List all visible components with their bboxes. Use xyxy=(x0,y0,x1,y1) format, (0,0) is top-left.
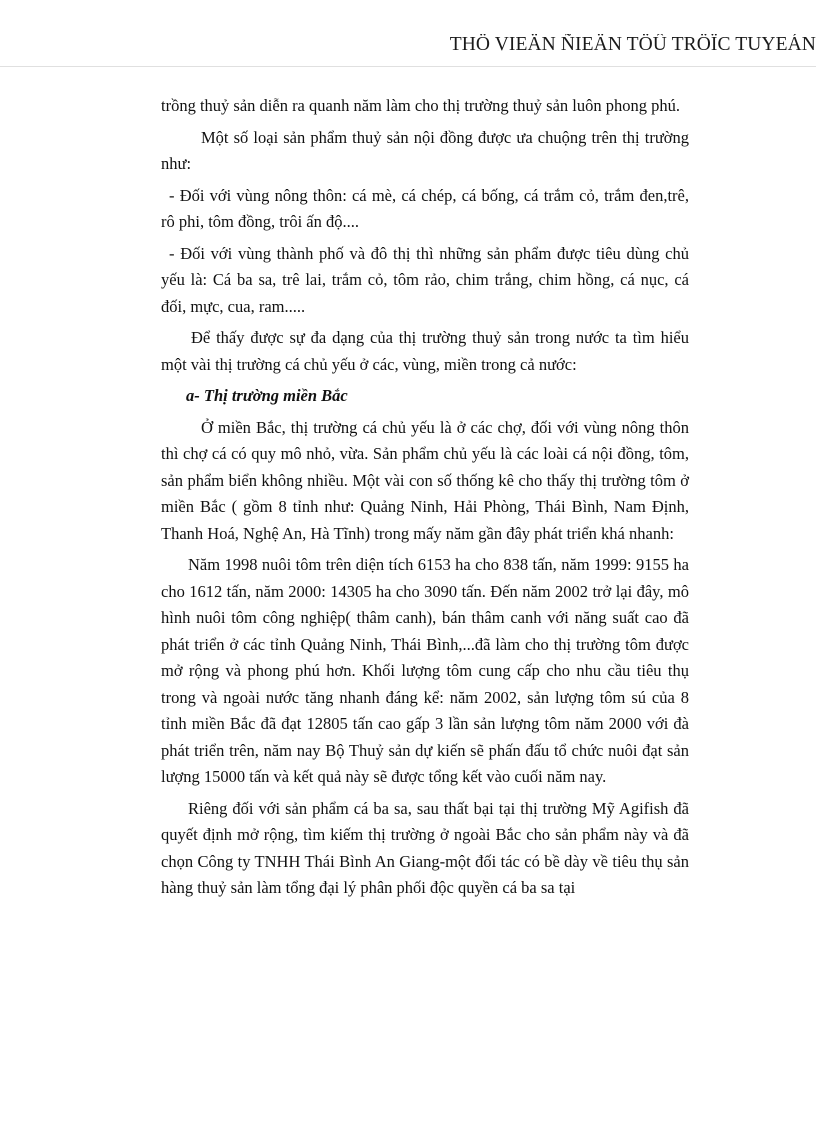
paragraph-shrimp-stats: Năm 1998 nuôi tôm trên diện tích 6153 ha cho 838 tấn, năm 1999: 9155 ha cho 1612 tấn, năm 2000: 14305 ha cho 3090 tấn. Đến năm 2002 trở lại đây, mô hình nuôi tôm công nghiệp( thâm canh), bán thâm canh với năng suất cao đã phát triển ở các tỉnh Quảng Ninh, Thái Bình,...đã làm cho thị trường tôm được mở rộng và phong phú hơn. Khối lượng tôm cung cấp cho nhu cầu tiêu thụ trong và ngoài nước tăng nhanh đáng kể: năm 2002, sản lượng tôm sú của 8 tỉnh miền Bắc đã đạt 12805 tấn cao gấp 3 lần sản lượng tôm năm 2000 với đà phát triển trên, năm nay Bộ Thuỷ sản dự kiến sẽ phấn đấu tổ chức nuôi đạt sản lượng 15000 tấn và kết quả này sẽ được tổng kết vào cuối năm nay. xyxy=(161,555,689,786)
page-header-title: THÖ VIEÄN ÑIEÄN TÖÛ TRÖÏC TUYEÁN xyxy=(449,34,816,55)
paragraph-continuation: trồng thuỷ sản diễn ra quanh năm làm cho thị trường thuỷ sản luôn phong phú. xyxy=(161,96,681,115)
paragraph-north-market: Ở miền Bắc, thị trường cá chủ yếu là ở các chợ, đối với vùng nông thôn thì chợ cá có quy mô nhỏ, vừa. Sản phẩm chủ yếu là các loài cá nội đồng, tôm, sản phẩm biển không nhiều. Một vài con số thống kê cho thấy thị trường tôm ở miền Bắc ( gồm 8 tỉnh như: Quảng Ninh, Hải Phòng, Thái Bình, Nam Định, Thanh Hoá, Nghệ An, Hà Tĩnh) trong mấy năm gần đây phát triển khá nhanh: xyxy=(161,417,689,543)
header-divider xyxy=(0,66,816,67)
paragraph-rural-list: - Đối với vùng nông thôn: cá mè, cá chép, cá bống, cá trắm cỏ, trắm đen,trê, rô phi, tôm đồng, trôi ấn độ.... xyxy=(161,185,689,231)
paragraph-basa-fish: Riêng đối với sản phẩm cá ba sa, sau thất bại tại thị trường Mỹ Agifish đã quyết định mở rộng, tìm kiếm thị trường ở ngoài Bắc cho sản phẩm này và đã chọn Công ty TNHH Thái Bình An Giang-một đối tác có bề dày về tiêu thụ sản hàng thuỷ sản làm tổng đại lý phân phối độc quyền cá ba sa tại xyxy=(161,798,689,897)
paragraph-popular-products: Một số loại sản phẩm thuỷ sản nội đồng được ưa chuộng trên thị trường như: xyxy=(161,127,689,173)
section-heading-north: a- Thị trường miền Bắc xyxy=(186,386,348,405)
paragraph-market-intro: Để thấy được sự đa dạng của thị trường thuỷ sản trong nước ta tìm hiểu một vài thị trường cá chủ yếu ở các, vùng, miền trong cả nước: xyxy=(161,328,689,374)
document-body xyxy=(161,93,689,907)
paragraph-urban-list: - Đối với vùng thành phố và đô thị thì những sản phẩm được tiêu dùng chủ yếu là: Cá ba sa, trê lai, trắm cỏ, tôm rảo, chim trắng, chim hồng, cá nục, cá đối, mực, cua, ram..... xyxy=(161,243,689,316)
